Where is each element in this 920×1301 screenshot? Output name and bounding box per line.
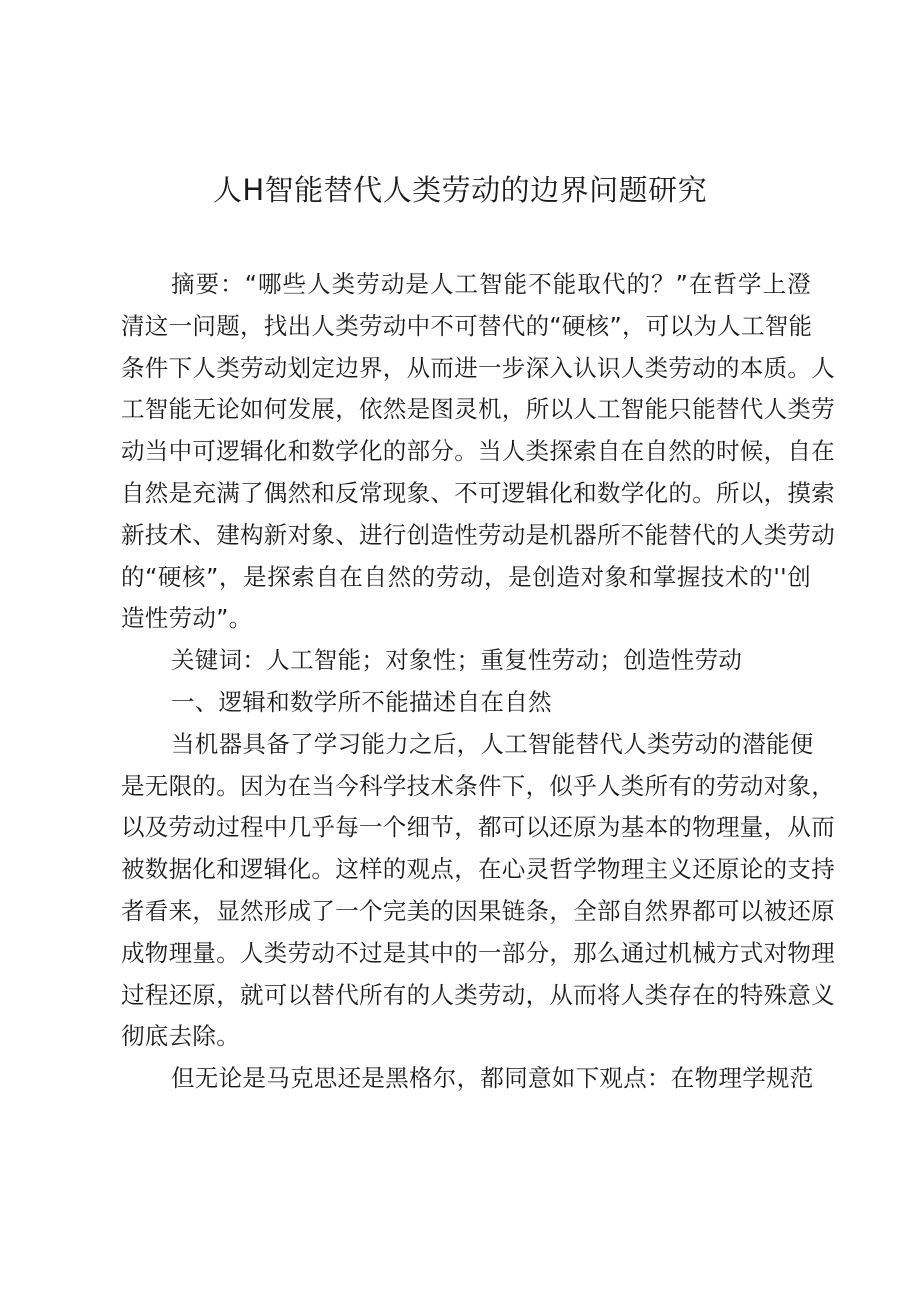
abstract-line: 工智能无论如何发展，依然是图灵机，所以人工智能只能替代人类劳 (121, 395, 835, 424)
abstract-line: 摘要：“哪些人类劳动是人工智能不能取代的？”在哲学上澄 (171, 270, 811, 298)
paragraph-line: 彻底去除。 (121, 1022, 240, 1051)
keywords-line: 关键词：人工智能；对象性；重复性劳动；创造性劳动 (171, 646, 743, 675)
paragraph-line: 被数据化和逻辑化。这样的观点，在心灵哲学物理主义还原论的支持 (121, 855, 835, 884)
abstract-line: 造性劳动”。 (121, 604, 253, 633)
abstract-line: 新技术、建构新对象、进行创造性劳动是机器所不能替代的人类劳动 (121, 520, 835, 549)
body-paragraph (121, 724, 835, 1058)
paragraph-line: 者看来，显然形成了一个完美的因果链条，全部自然界都可以被还原 (121, 896, 835, 925)
document-title: 人H智能替代人类劳动的边界问题研究 (212, 173, 708, 207)
paragraph-line: 成物理量。人类劳动不过是其中的一部分，那么通过机械方式对物理 (121, 938, 835, 967)
body-paragraph (121, 1058, 814, 1100)
paragraph-line: 但无论是马克思还是黑格尔，都同意如下观点：在物理学规范 (171, 1064, 814, 1093)
abstract-line: 清这一问题，找出人类劳动中不可替代的“硬核”，可以为人工智能 (121, 311, 813, 340)
abstract-line: 自然是充满了偶然和反常现象、不可逻辑化和数学化的。所以，摸索 (121, 478, 835, 507)
abstract-line: 动当中可逻辑化和数学化的部分。当人类探索自在自然的时候，自在 (121, 437, 835, 466)
paragraph-line: 过程还原，就可以替代所有的人类劳动，从而将人类存在的特殊意义 (121, 980, 835, 1009)
abstract-paragraph (121, 264, 835, 640)
abstract-line: 条件下人类劳动划定边界，从而进一步深入认识人类劳动的本质。人 (121, 353, 835, 382)
section-heading: 一、逻辑和数学所不能描述自在自然 (171, 687, 552, 716)
abstract-line: 的“硬核”，是探索自在自然的劳动，是创造对象和掌握技术的''创 (121, 562, 811, 591)
document-body (121, 264, 835, 1100)
paragraph-line: 是无限的。因为在当今科学技术条件下，似乎人类所有的劳动对象， (121, 771, 835, 800)
paragraph-line: 当机器具备了学习能力之后，人工智能替代人类劳动的潜能便 (171, 729, 814, 758)
paragraph-line: 以及劳动过程中几乎每一个细节，都可以还原为基本的物理量，从而 (121, 813, 835, 842)
